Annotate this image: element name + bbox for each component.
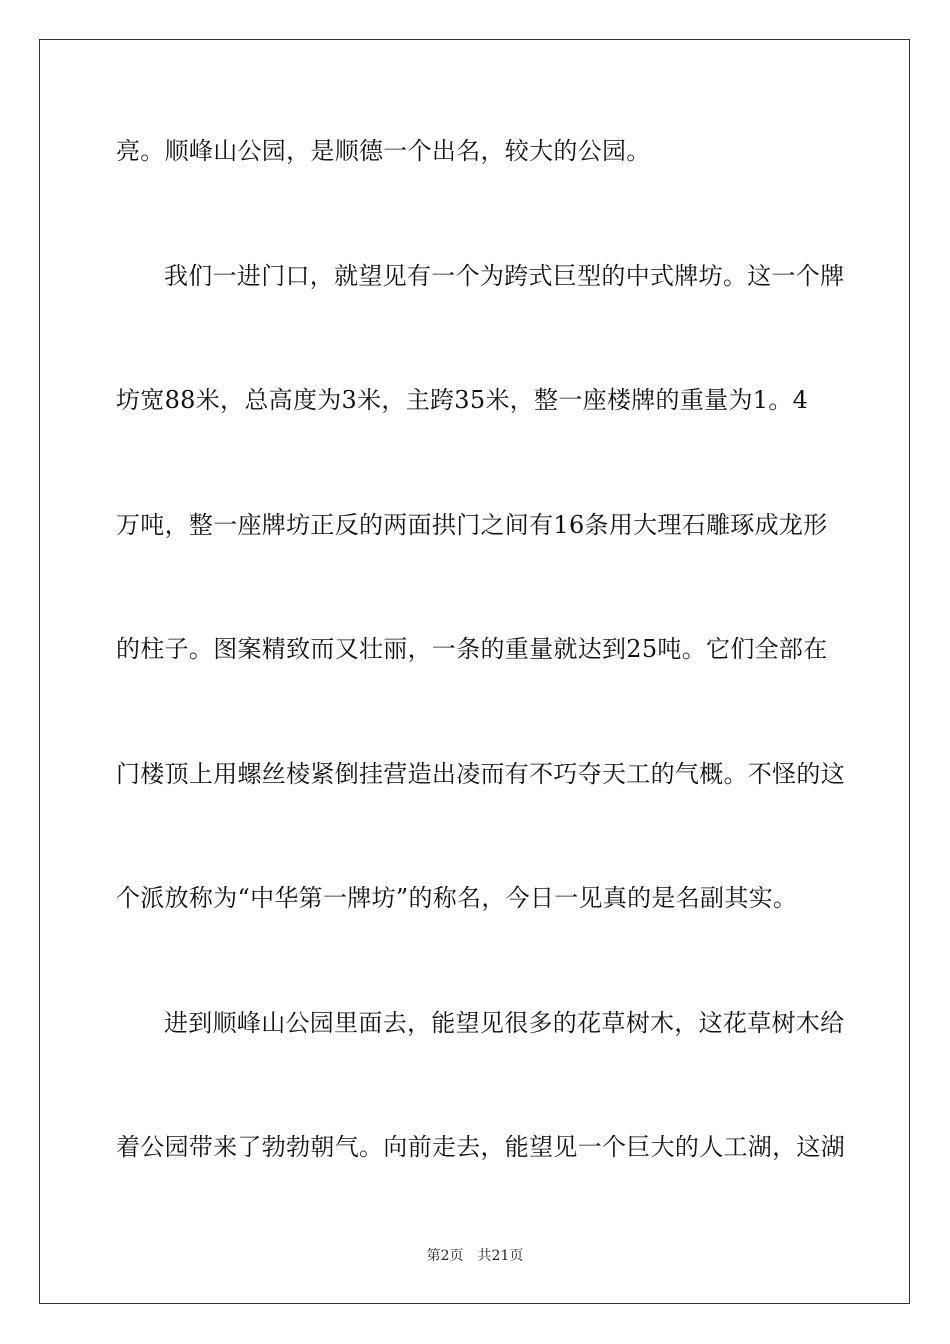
body-text-line: 着公园带来了勃勃朝气。向前走去，能望见一个巨大的人工湖，这湖 — [116, 1133, 845, 1161]
page-number: 第2页 — [426, 1248, 464, 1264]
body-text-line: 进到顺峰山公园里面去，能望见很多的花草树木，这花草树木给 — [164, 1009, 845, 1037]
body-text-line: 坊宽88米，总高度为3米，主跨35米，整一座楼牌的重量为1。4 — [116, 386, 809, 414]
page-border — [39, 39, 910, 1304]
body-text-line: 个派放称为“中华第一牌坊”的称名，今日一见真的是名副其实。 — [116, 884, 798, 912]
body-text-line: 门楼顶上用螺丝棱紧倒挂营造出凌而有不巧夺天工的气概。不怪的这 — [116, 760, 845, 788]
body-text-line: 万吨，整一座牌坊正反的两面拱门之间有16条用大理石雕琢成龙形 — [116, 511, 828, 539]
page-footer — [0, 1247, 950, 1265]
body-text-line: 我们一进门口，就望见有一个为跨式巨型的中式牌坊。这一个牌 — [164, 262, 845, 290]
page-total: 共21页 — [477, 1248, 524, 1264]
body-text-line: 亮。顺峰山公园，是顺德一个出名，较大的公园。 — [116, 137, 651, 165]
body-text-line: 的柱子。图案精致而又壮丽，一条的重量就达到25吨。它们全部在 — [116, 635, 828, 663]
